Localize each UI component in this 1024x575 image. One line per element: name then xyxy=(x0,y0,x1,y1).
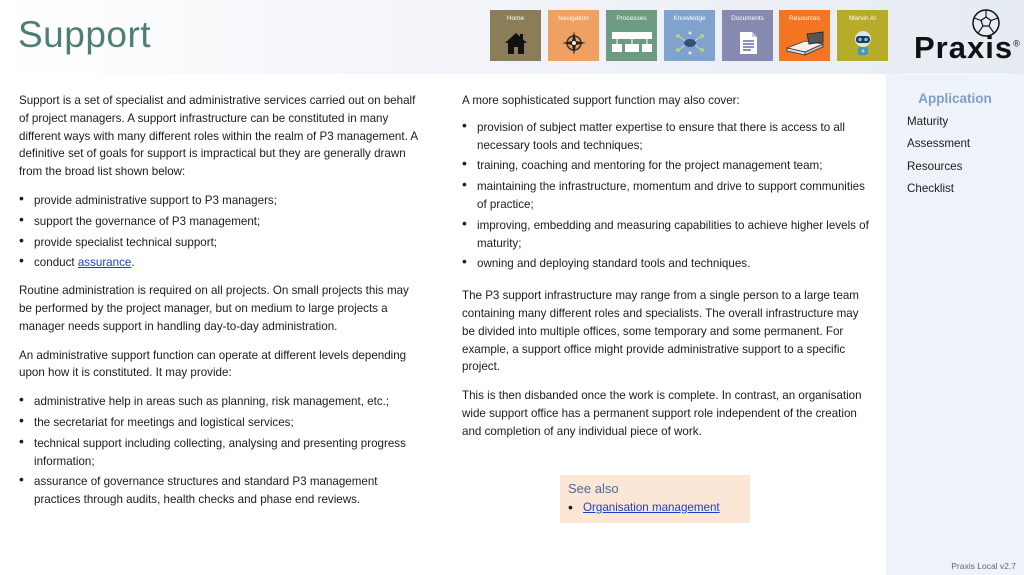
books-icon xyxy=(779,28,830,58)
assurance-link[interactable]: assurance xyxy=(77,256,132,270)
compass-icon xyxy=(548,28,599,58)
list-item: • provide specialist technical support; xyxy=(19,234,423,252)
list-item: • provide administrative support to P3 managers; xyxy=(19,192,423,210)
sophisticated-support-list xyxy=(462,119,870,273)
organisation-management-link[interactable]: Organisation management xyxy=(583,501,720,514)
content-column-middle xyxy=(462,92,870,452)
nav-tile-documents[interactable] xyxy=(722,10,773,61)
header xyxy=(0,0,1024,74)
routine-admin-paragraph: Routine administration is required on all projects. On small projects this may be performed by the project manager, but on medium to large projects a manager needs support in handling day-to-day administration. xyxy=(19,284,409,333)
admin-function-paragraph: An administrative support function can operate at different levels depending upon how it is constituted. It may provide: xyxy=(19,348,407,380)
list-item: • provision of subject matter expertise to ensure that there is access to all necessary tools and techniques; xyxy=(462,119,870,155)
knowledge-map-icon xyxy=(664,28,715,58)
nav-tile-knowledge[interactable] xyxy=(664,10,715,61)
version-label: Praxis Local v2.7 xyxy=(951,561,1016,571)
infrastructure-paragraph: The P3 support infrastructure may range from a single person to a large team containing many different roles and specialists. The overall infrastructure may be divided into multiple offices, some temporary and some permanent. For example, a support office might provide administrative support to a specific project. xyxy=(462,289,859,374)
content-column-left xyxy=(19,92,423,519)
see-also-title: See also xyxy=(568,481,619,496)
list-item: • conduct assurance. xyxy=(19,254,423,272)
process-diagram-icon xyxy=(606,28,657,58)
document-icon xyxy=(722,28,773,58)
see-also-list xyxy=(568,501,742,514)
list-item: • training, coaching and mentoring for the project management team; xyxy=(462,157,870,175)
admin-provisions-list xyxy=(19,393,423,509)
list-item: • maintaining the infrastructure, momentum and drive to support communities of practice; xyxy=(462,178,870,214)
list-item: • assurance of governance structures and standard P3 management practices through audits, health checks and phase end reviews. xyxy=(19,473,423,509)
nav-tile-label: Documents xyxy=(731,15,764,22)
robot-icon xyxy=(837,28,888,58)
sidebar xyxy=(886,74,1024,575)
intro-paragraph: Support is a set of specialist and administrative services carried out on behalf of project managers. A support infrastructure can be constituted in many different ways with many different roles within the realm of P3 management. A definitive set of goals for support is impractical but they are generally drawn from the broad list shown below: xyxy=(19,94,418,179)
logo-wordmark: Praxis® xyxy=(914,30,1021,65)
list-item xyxy=(568,501,742,514)
nav-tile-marvin-ai[interactable] xyxy=(837,10,888,61)
sidebar-item-assessment[interactable]: Assessment xyxy=(907,137,971,150)
support-goals-list xyxy=(19,192,423,272)
page-title: Support xyxy=(18,14,152,55)
nav-tile-home[interactable] xyxy=(490,10,541,61)
sidebar-item-maturity[interactable]: Maturity xyxy=(907,115,949,128)
disband-paragraph: This is then disbanded once the work is complete. In contrast, an organisation wide support office has a permanent support role independent of the creation and completion of any individual piece of work. xyxy=(462,389,862,438)
sophisticated-support-intro: A more sophisticated support function may also cover: xyxy=(462,94,740,107)
list-item: • technical support including collecting, analysing and presenting progress information; xyxy=(19,435,423,471)
list-item: • improving, embedding and measuring capabilities to achieve higher levels of maturity; xyxy=(462,217,870,253)
nav-tile-label: Resources xyxy=(788,15,821,22)
nav-tile-label: Marvin AI xyxy=(848,15,877,22)
list-item: • support the governance of P3 management; xyxy=(19,213,423,231)
list-item: • administrative help in areas such as planning, risk management, etc.; xyxy=(19,393,423,411)
house-icon xyxy=(490,28,541,58)
nav-tile-resources[interactable] xyxy=(779,10,830,61)
nav-tile-label: Knowledge xyxy=(673,15,706,22)
nav-tile-label: Processes xyxy=(616,15,647,22)
nav-tile-label: Home xyxy=(506,15,525,22)
nav-tile-processes[interactable] xyxy=(606,10,657,61)
nav-tile-navigation[interactable] xyxy=(548,10,599,61)
nav-tile-label: Navigation xyxy=(558,15,589,22)
sidebar-heading: Application xyxy=(918,91,992,106)
sidebar-divider xyxy=(900,74,1010,75)
sidebar-item-resources[interactable]: Resources xyxy=(907,160,963,173)
list-item: • the secretariat for meetings and logistical services; xyxy=(19,414,423,432)
sidebar-item-checklist[interactable]: Checklist xyxy=(907,182,955,195)
praxis-logo[interactable] xyxy=(912,8,1021,65)
list-item: • owning and deploying standard tools and techniques. xyxy=(462,255,870,273)
see-also-box xyxy=(560,475,750,523)
